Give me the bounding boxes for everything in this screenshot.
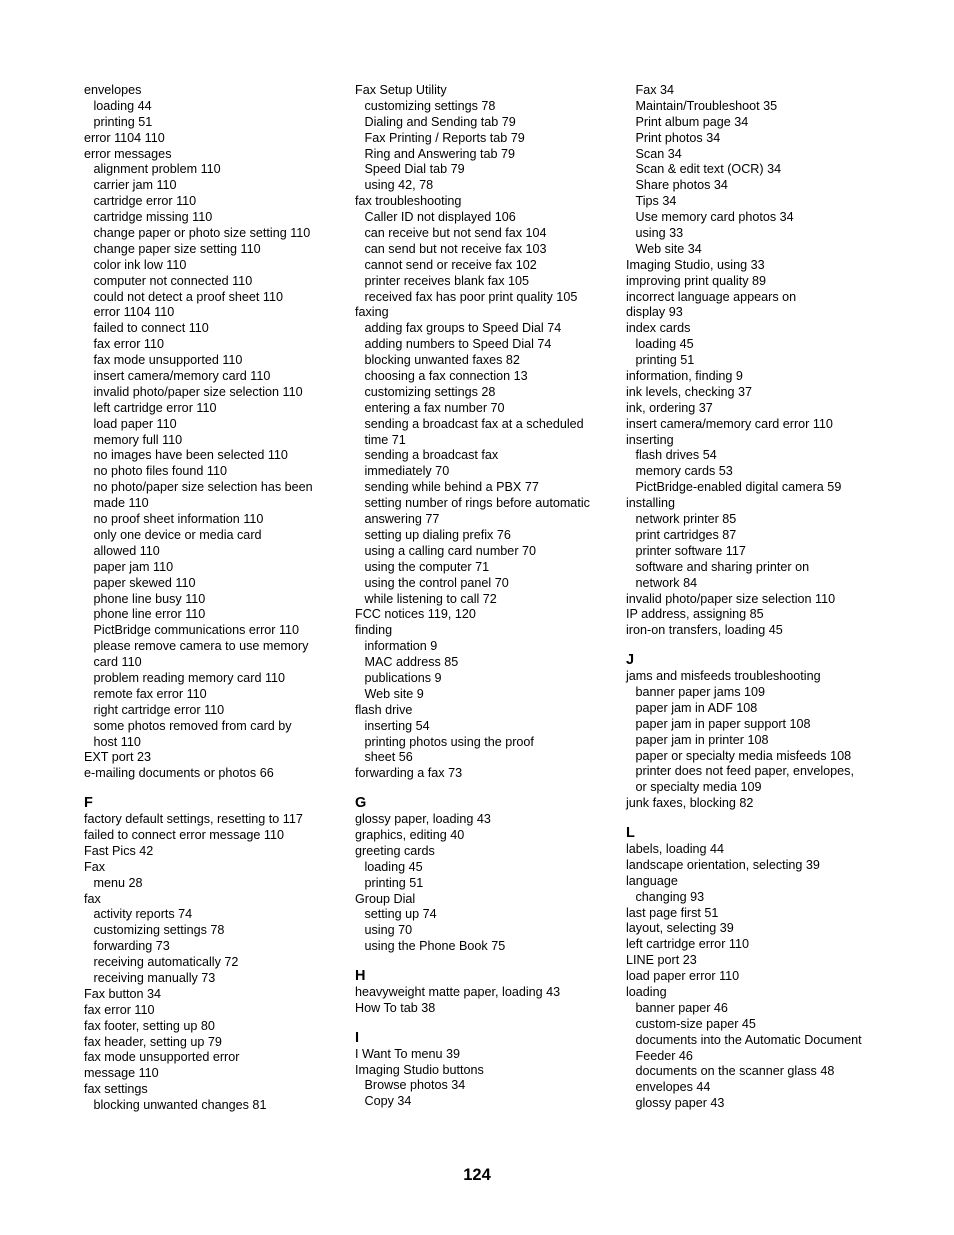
index-subentry: memory cards 53 [635,464,733,479]
index-entry: installing [626,496,676,511]
index-entry: fax error 110 [84,1002,155,1017]
index-subentry: Tips 34 [635,194,677,209]
index-subentry: phone line error 110 [93,607,206,622]
index-subentry: print cartridges 87 [635,527,737,542]
index-subentry: software and sharing printer on [635,559,810,574]
index-subentry: Scan & edit text (OCR) 34 [635,162,782,177]
index-subentry: Share photos 34 [635,178,728,193]
index-subentry: color ink low 110 [93,257,187,272]
index-subentry: cannot send or receive fax 102 [364,257,537,272]
index-subentry: blocking unwanted changes 81 [93,1098,267,1113]
index-entry: load paper error 110 [626,969,740,984]
index-entry: Fax button 34 [84,986,162,1001]
index-subentry: load paper 110 [93,416,177,431]
index-entry: flash drive [355,702,413,717]
index-subentry: card 110 [93,655,142,670]
index-subentry: banner paper jams 109 [635,684,766,699]
index-entry: fax header, setting up 79 [84,1034,222,1049]
index-subentry: Web site 34 [635,241,702,256]
index-entry: How To tab 38 [355,1000,436,1015]
index-entry: heavyweight matte paper, loading 43 [355,984,561,999]
index-entry: error messages [84,146,172,161]
index-subentry: carrier jam 110 [93,178,177,193]
index-entry: ink, ordering 37 [626,400,713,415]
index-subentry: printing photos using the proof [364,734,534,749]
index-subentry: answering 77 [364,512,440,527]
index-entry: IP address, assigning 85 [626,607,764,622]
index-entry: fax troubleshooting [355,194,462,209]
index-entry: error 1104 110 [84,130,165,145]
index-entry: e-mailing documents or photos 66 [84,766,274,781]
index-subentry: immediately 70 [364,464,450,479]
index-column-1 [84,83,346,1114]
index-entry: message 110 [84,1066,159,1081]
index-subentry: problem reading memory card 110 [93,670,286,685]
index-subentry: Fax Printing / Reports tab 79 [364,130,525,145]
index-subentry: paper skewed 110 [93,575,196,590]
index-subentry: blocking unwanted faxes 82 [364,353,520,368]
index-subentry: using 33 [635,226,684,241]
index-subentry: received fax has poor print quality 105 [364,289,578,304]
index-subentry: Copy 34 [364,1094,412,1109]
index-entry: FCC notices 119, 120 [355,607,476,622]
index-subentry: could not detect a proof sheet 110 [93,289,284,304]
index-entry: Group Dial [355,891,416,906]
index-subentry: glossy paper 43 [635,1096,725,1111]
index-subentry: documents into the Automatic Document [635,1032,862,1047]
index-subentry: memory full 110 [93,432,183,447]
index-subentry: documents on the scanner glass 48 [635,1064,835,1079]
index-subentry: paper jam in printer 108 [635,732,769,747]
index-subentry: Print album page 34 [635,114,749,129]
index-subentry: no photo/paper size selection has been [93,480,313,495]
index-subentry: network 84 [635,575,698,590]
index-entry: ink levels, checking 37 [626,384,753,399]
index-subentry: alignment problem 110 [93,162,221,177]
index-entry: display 93 [626,305,683,320]
index-subentry: using the Phone Book 75 [364,939,506,954]
index-entry: invalid photo/paper size selection 110 [626,591,836,606]
index-entry: landscape orientation, selecting 39 [626,857,820,872]
index-subentry: Speed Dial tab 79 [364,162,465,177]
index-subentry: envelopes 44 [635,1080,711,1095]
index-entry: improving print quality 89 [626,273,767,288]
index-subentry: remote fax error 110 [93,686,207,701]
index-subentry: cartridge error 110 [93,194,197,209]
index-entry: LINE port 23 [626,953,697,968]
index-subentry: time 71 [364,432,406,447]
index-subentry: some photos removed from card by [93,718,292,733]
index-subentry: change paper or photo size setting 110 [93,226,311,241]
index-section-letter: J [626,652,635,669]
index-subentry: can receive but not send fax 104 [364,226,547,241]
index-subentry: fax error 110 [93,337,164,352]
index-entry: loading [626,984,667,999]
index-entry: iron-on transfers, loading 45 [626,623,783,638]
index-subentry: cartridge missing 110 [93,210,213,225]
index-entry: Fax Setup Utility [355,83,447,97]
index-entry: jams and misfeeds troubleshooting [626,669,821,684]
index-subentry: while listening to call 72 [364,591,497,606]
index-subentry: adding numbers to Speed Dial 74 [364,337,552,352]
index-subentry: using a calling card number 70 [364,543,537,558]
index-subentry: PictBridge communications error 110 [93,623,300,638]
index-subentry: printer receives blank fax 105 [364,273,530,288]
index-subentry: loading 45 [364,859,423,874]
index-subentry: Caller ID not displayed 106 [364,210,516,225]
index-subentry: printing 51 [635,353,695,368]
index-entry: envelopes [84,83,142,97]
index-column-2 [355,83,617,1110]
index-entry: glossy paper, loading 43 [355,812,491,827]
index-entry: fax settings [84,1082,148,1097]
index-subentry: setting up 74 [364,907,437,922]
index-entry: fax mode unsupported error [84,1050,240,1065]
index-subentry: phone line busy 110 [93,591,206,606]
index-subentry: adding fax groups to Speed Dial 74 [364,321,562,336]
index-subentry: printer does not feed paper, envelopes, [635,764,854,779]
index-entry: failed to connect error message 110 [84,827,284,842]
index-subentry: inserting 54 [364,718,430,733]
index-subentry: change paper size setting 110 [93,241,261,256]
index-subentry: no proof sheet information 110 [93,512,264,527]
index-subentry: custom-size paper 45 [635,1016,756,1031]
index-entry: Imaging Studio, using 33 [626,257,765,272]
index-subentry: menu 28 [93,875,143,890]
index-entry: Fax [84,859,105,874]
index-subentry: sending a broadcast fax at a scheduled [364,416,584,431]
index-subentry: right cartridge error 110 [93,702,225,717]
index-subentry: using the computer 71 [364,559,490,574]
index-subentry: activity reports 74 [93,907,193,922]
index-subentry: only one device or media card [93,527,262,542]
index-subentry: using 70 [364,923,413,938]
index-subentry: Scan 34 [635,146,682,161]
index-subentry: Use memory card photos 34 [635,210,794,225]
index-subentry: paper jam in paper support 108 [635,716,811,731]
index-entry: graphics, editing 40 [355,827,465,842]
index-subentry: sheet 56 [364,750,413,765]
index-subentry: customizing settings 78 [93,923,225,938]
index-subentry: using the control panel 70 [364,575,509,590]
index-section-letter: L [626,825,635,842]
index-subentry: paper jam in ADF 108 [635,700,758,715]
index-subentry: forwarding 73 [93,939,170,954]
index-subentry: information 9 [364,639,438,654]
index-subentry: no images have been selected 110 [93,448,288,463]
index-entry: factory default settings, resetting to 117 [84,812,303,827]
index-subentry: failed to connect 110 [93,321,209,336]
index-entry: language [626,873,678,888]
index-subentry: printing 51 [93,114,153,129]
index-subentry: sending while behind a PBX 77 [364,480,539,495]
index-subentry: PictBridge-enabled digital camera 59 [635,480,842,495]
index-subentry: insert camera/memory card 110 [93,369,271,384]
index-subentry: Maintain/Troubleshoot 35 [635,98,778,113]
index-subentry: network printer 85 [635,512,737,527]
index-subentry: banner paper 46 [635,1000,728,1015]
index-entry: greeting cards [355,843,435,858]
index-entry: inserting [626,432,674,447]
index-subentry: entering a fax number 70 [364,400,505,415]
index-subentry: please remove camera to use memory [93,639,309,654]
index-entry: insert camera/memory card error 110 [626,416,833,431]
index-subentry: sending a broadcast fax [364,448,499,463]
index-subentry: loading 44 [93,98,152,113]
index-subentry: Web site 9 [364,686,424,701]
index-subentry: receiving automatically 72 [93,955,239,970]
index-entry: fax footer, setting up 80 [84,1018,215,1033]
index-subentry: Fax 34 [635,83,675,97]
index-entry: faxing [355,305,389,320]
index-entry: Fast Pics 42 [84,843,154,858]
index-entry: forwarding a fax 73 [355,766,463,781]
index-subentry: allowed 110 [93,543,160,558]
index-subentry: Print photos 34 [635,130,721,145]
index-entry: I Want To menu 39 [355,1046,461,1061]
index-subentry: loading 45 [635,337,694,352]
index-subentry: or specialty media 109 [635,780,762,795]
index-column-3 [626,83,876,1112]
index-subentry: customizing settings 78 [364,98,496,113]
index-subentry: no photo files found 110 [93,464,228,479]
index-section-letter: I [355,1029,360,1046]
index-subentry: Feeder 46 [635,1048,693,1063]
index-entry: left cartridge error 110 [626,937,749,952]
index-subentry: left cartridge error 110 [93,400,217,415]
index-subentry: choosing a fax connection 13 [364,369,528,384]
index-entry: incorrect language appears on [626,289,797,304]
index-subentry: customizing settings 28 [364,384,496,399]
index-subentry: fax mode unsupported 110 [93,353,243,368]
index-subentry: Dialing and Sending tab 79 [364,114,516,129]
index-subentry: using 42, 78 [364,178,434,193]
index-subentry: error 1104 110 [93,305,175,320]
index-entry: information, finding 9 [626,369,743,384]
index-subentry: printer software 117 [635,543,746,558]
index-entry: junk faxes, blocking 82 [626,796,754,811]
index-subentry: paper or specialty media misfeeds 108 [635,748,852,763]
index-entry: fax [84,891,101,906]
index-subentry: made 110 [93,496,149,511]
index-subentry: computer not connected 110 [93,273,253,288]
index-subentry: Ring and Answering tab 79 [364,146,516,161]
index-subentry: paper jam 110 [93,559,174,574]
index-subentry: printing 51 [364,875,424,890]
index-subentry: host 110 [93,734,141,749]
index-subentry: can send but not receive fax 103 [364,241,547,256]
index-subentry: flash drives 54 [635,448,717,463]
index-section-letter: G [355,795,367,812]
index-entry: layout, selecting 39 [626,921,734,936]
index-entry: last page first 51 [626,905,719,920]
index-subentry: setting number of rings before automatic [364,496,590,511]
index-subentry: MAC address 85 [364,655,459,670]
index-entry: index cards [626,321,691,336]
index-section-letter: H [355,968,366,985]
index-subentry: Browse photos 34 [364,1078,466,1093]
index-entry: EXT port 23 [84,750,151,765]
index-section-letter: F [84,795,93,812]
index-subentry: setting up dialing prefix 76 [364,527,511,542]
page-number: 124 [463,1166,491,1184]
index-entry: labels, loading 44 [626,841,725,856]
index-subentry: changing 93 [635,889,705,904]
index-subentry: receiving manually 73 [93,970,216,985]
index-entry: finding [355,623,393,638]
index-subentry: invalid photo/paper size selection 110 [93,384,303,399]
index-subentry: publications 9 [364,670,442,685]
index-entry: Imaging Studio buttons [355,1062,484,1077]
